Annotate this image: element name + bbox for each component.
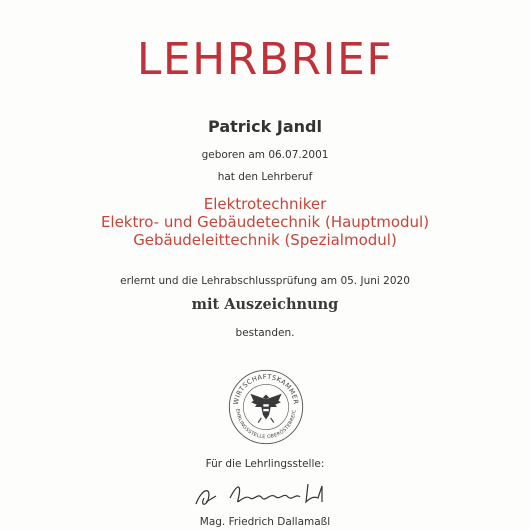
- recipient-name: Patrick Jandl: [208, 117, 322, 136]
- exam-line: erlernt und die Lehrabschlussprüfung am 05. Juni 2020: [120, 275, 410, 287]
- profession-main-module: Elektro- und Gebäudetechnik (Hauptmodul): [100, 213, 430, 231]
- has-profession-line: hat den Lehrberuf: [217, 171, 313, 183]
- seal-bottom-text: EHRLINGSSTELLE OBERÖSTERREIC: [234, 408, 298, 441]
- signer-name: Mag. Friedrich Dallamaßl: [199, 516, 331, 528]
- honors-text: mit Auszeichnung: [191, 296, 339, 313]
- office-label: Für die Lehrlingsstelle:: [205, 458, 325, 470]
- birth-date-line: geboren am 06.07.2001: [201, 149, 329, 161]
- chamber-seal-icon: [227, 368, 305, 446]
- certificate-title: LEHRBRIEF: [136, 34, 394, 85]
- passed-text: bestanden.: [235, 327, 295, 339]
- signature-icon: [190, 476, 340, 510]
- profession-title: Elektrotechniker: [203, 195, 327, 213]
- profession-special-module: Gebäudeleittechnik (Spezialmodul): [133, 231, 397, 249]
- seal-top-text: WIRTSCHAFTSKAMMER: [231, 372, 301, 406]
